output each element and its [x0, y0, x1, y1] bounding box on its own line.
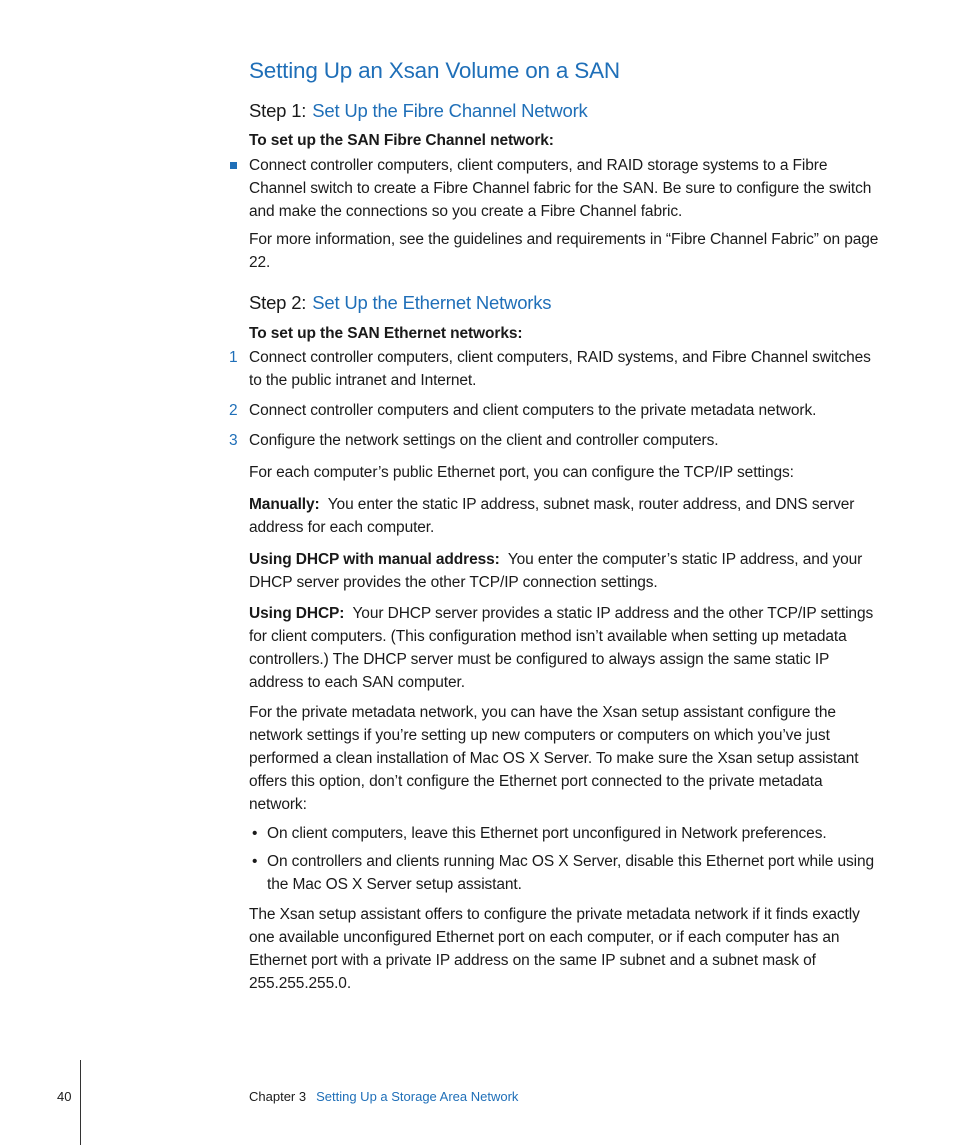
list-number: 3 [229, 432, 238, 449]
option-text: You enter the computer’s static IP address, and your DHCP server provides the other TCP/IP connection settings. [249, 551, 863, 591]
list-item: Configure the network settings on the client and controller computers. [249, 432, 719, 449]
sub-bullet-item: On controllers and clients running Mac OS X Server, disable this Ethernet port while using the Mac OS X Server setup assistant. [267, 853, 875, 893]
step-1-bullet: Connect controller computers, client computers, and RAID storage systems to a Fibre Channel switch to create a Fibre Channel fabric for the SAN. Be sure to configure the switch and make the connections so you create a Fibre Channel fabric. [249, 157, 872, 220]
step-1-title: Set Up the Fibre Channel Network [312, 100, 588, 121]
option-text: You enter the static IP address, subnet mask, router address, and DNS server address for each computer. [249, 496, 855, 536]
sub-bullet-item: On client computers, leave this Ethernet port unconfigured in Network preferences. [267, 825, 827, 842]
page-number: 40 [57, 1089, 72, 1104]
square-bullet-icon [230, 162, 237, 169]
step-1-intro: To set up the SAN Fibre Channel network: [249, 132, 554, 149]
bullet-dot-icon: • [252, 853, 258, 870]
step-1-heading [249, 100, 588, 122]
step-1-label: Step 1: [249, 100, 307, 121]
footer-chapter [249, 1089, 518, 1104]
option-term: Manually: [249, 496, 320, 513]
list-number: 2 [229, 402, 238, 419]
private-network-intro: For the private metadata network, you can have the Xsan setup assistant configure the network settings if you’re setting up new computers or computers on which you’ve just performed a clean installation of Mac OS X Server. To make sure the Xsan setup assistant offers this option, don’t configure the Ethernet port connected to the private metadata network: [249, 704, 859, 813]
step-2-heading [249, 292, 551, 314]
chapter-title: Setting Up a Storage Area Network [316, 1089, 519, 1104]
option-term: Using DHCP: [249, 605, 345, 622]
closing-paragraph: The Xsan setup assistant offers to configure the private metadata network if it finds exactly one available unconfigured Ethernet port on each computer, or if each computer has an Ethernet port with a private IP address on the same IP subnet and a subnet mask of 255.255.255.0. [249, 906, 860, 992]
list-item: Connect controller computers and client computers to the private metadata network. [249, 402, 817, 419]
option-text: Your DHCP server provides a static IP address and the other TCP/IP settings for client computers. (This configuration method isn’t available when setting up metadata controllers.) The DHCP server must be configured to always assign the same static IP address to each SAN computer. [249, 605, 874, 691]
option-dhcp-manual [249, 548, 879, 594]
chapter-label: Chapter 3 [249, 1089, 307, 1104]
option-term: Using DHCP with manual address: [249, 551, 500, 568]
footer-divider [80, 1060, 81, 1145]
step-1-more-info: For more information, see the guidelines and requirements in “Fibre Channel Fabric” on page 22. [249, 231, 879, 271]
bullet-dot-icon: • [252, 825, 258, 842]
page-title: Setting Up an Xsan Volume on a SAN [249, 58, 620, 83]
step-2-title: Set Up the Ethernet Networks [312, 292, 552, 313]
option-manually [249, 493, 879, 539]
list-item: Connect controller computers, client computers, RAID systems, and Fibre Channel switches to the public intranet and Internet. [249, 349, 871, 389]
step-2-intro: To set up the SAN Ethernet networks: [249, 325, 523, 342]
option-dhcp [249, 602, 879, 694]
step-2-label: Step 2: [249, 292, 307, 313]
public-port-intro: For each computer’s public Ethernet port, you can configure the TCP/IP settings: [249, 464, 794, 481]
list-number: 1 [229, 349, 238, 366]
